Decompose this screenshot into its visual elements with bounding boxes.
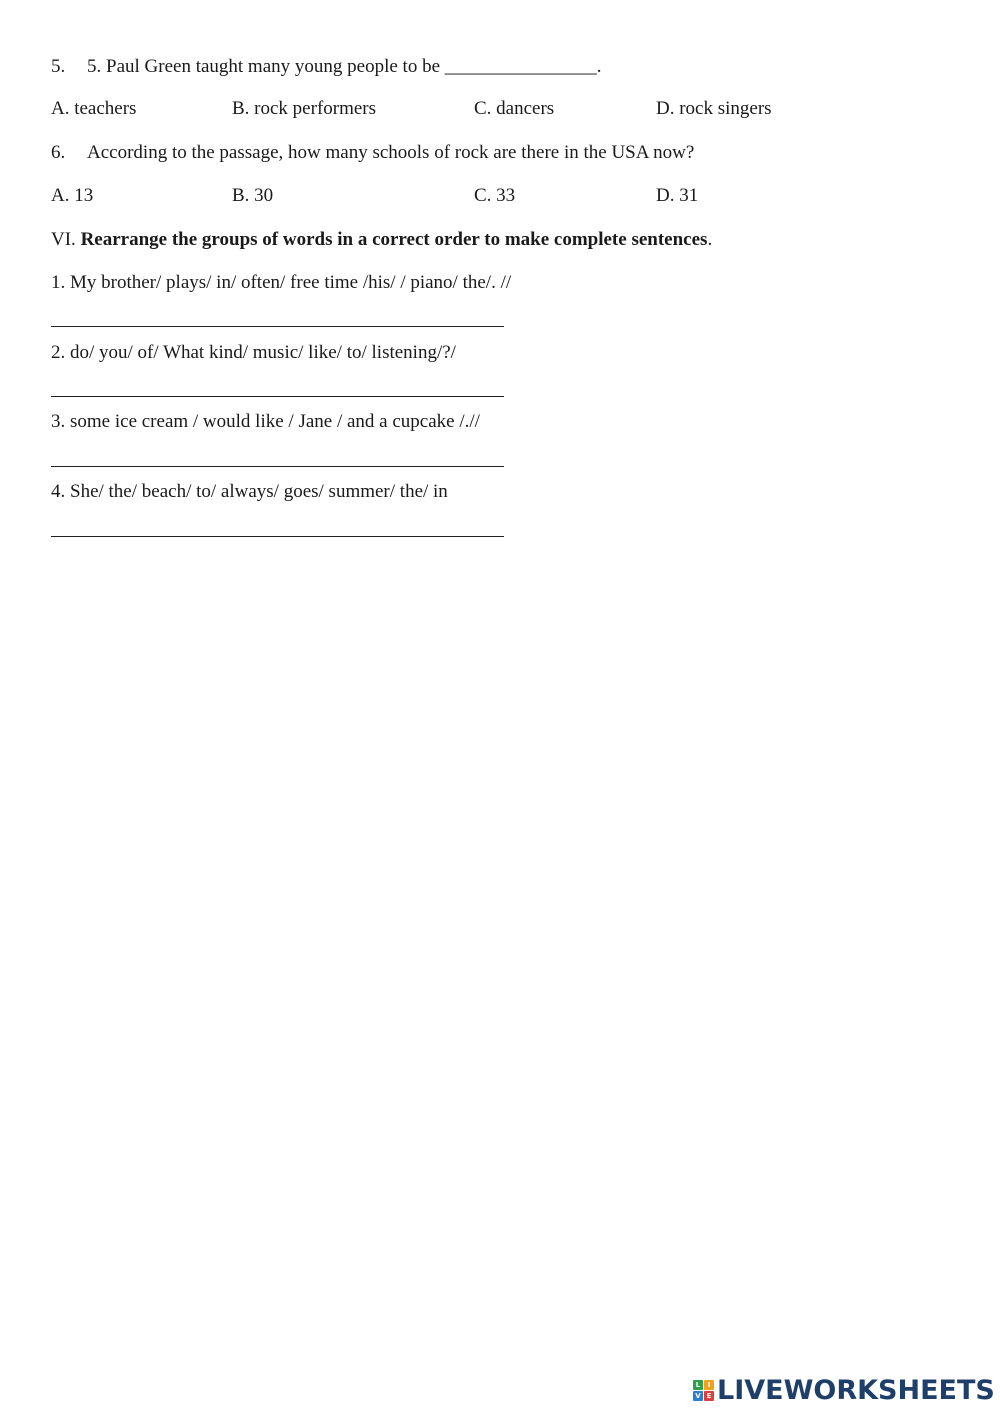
rearrange-item-2: 2. do/ you/ of/ What kind/ music/ like/ to/ listening/?/	[51, 342, 456, 363]
rearrange-item-1: 1. My brother/ plays/ in/ often/ free time /his/ / piano/ the/. //	[51, 272, 512, 293]
logo-tile-i: I	[704, 1380, 714, 1390]
q5-option-d: D. rock singers	[656, 98, 772, 119]
answer-line-2[interactable]	[51, 396, 504, 397]
liveworksheets-logo	[693, 1374, 995, 1406]
q6-option-a: A. 13	[51, 185, 94, 206]
answer-line-4[interactable]	[51, 536, 504, 537]
q5-option-c: C. dancers	[474, 98, 555, 119]
question-5	[51, 55, 602, 79]
answer-line-1[interactable]	[51, 326, 504, 327]
rearrange-item-3: 3. some ice cream / would like / Jane / and a cupcake /.//	[51, 411, 480, 432]
question-5-number: 5.	[51, 56, 66, 77]
logo-tiles-icon	[693, 1380, 714, 1401]
q5-option-b: B. rock performers	[232, 98, 377, 119]
question-6-number: 6.	[51, 142, 66, 163]
answer-line-3[interactable]	[51, 466, 504, 467]
logo-text: LIVEWORKSHEETS	[717, 1374, 995, 1406]
rearrange-item-4: 4. She/ the/ beach/ to/ always/ goes/ summer/ the/ in	[51, 481, 448, 502]
section-6-prefix: VI.	[51, 229, 76, 250]
question-6-text: According to the passage, how many schools of rock are there in the USA now?	[87, 142, 695, 163]
section-6-suffix: .	[707, 229, 713, 250]
section-6-title: Rearrange the groups of words in a correct order to make complete sentences	[80, 229, 708, 250]
question-6	[51, 141, 694, 165]
q6-option-c: C. 33	[474, 185, 516, 206]
logo-tile-v: V	[693, 1391, 703, 1401]
question-5-text: 5. Paul Green taught many young people to be ________________.	[87, 56, 602, 77]
section-6-heading	[51, 228, 712, 252]
q6-option-b: B. 30	[232, 185, 274, 206]
q5-option-a: A. teachers	[51, 98, 137, 119]
logo-tile-e: E	[704, 1391, 714, 1401]
q6-option-d: D. 31	[656, 185, 699, 206]
logo-tile-l: L	[693, 1380, 703, 1390]
